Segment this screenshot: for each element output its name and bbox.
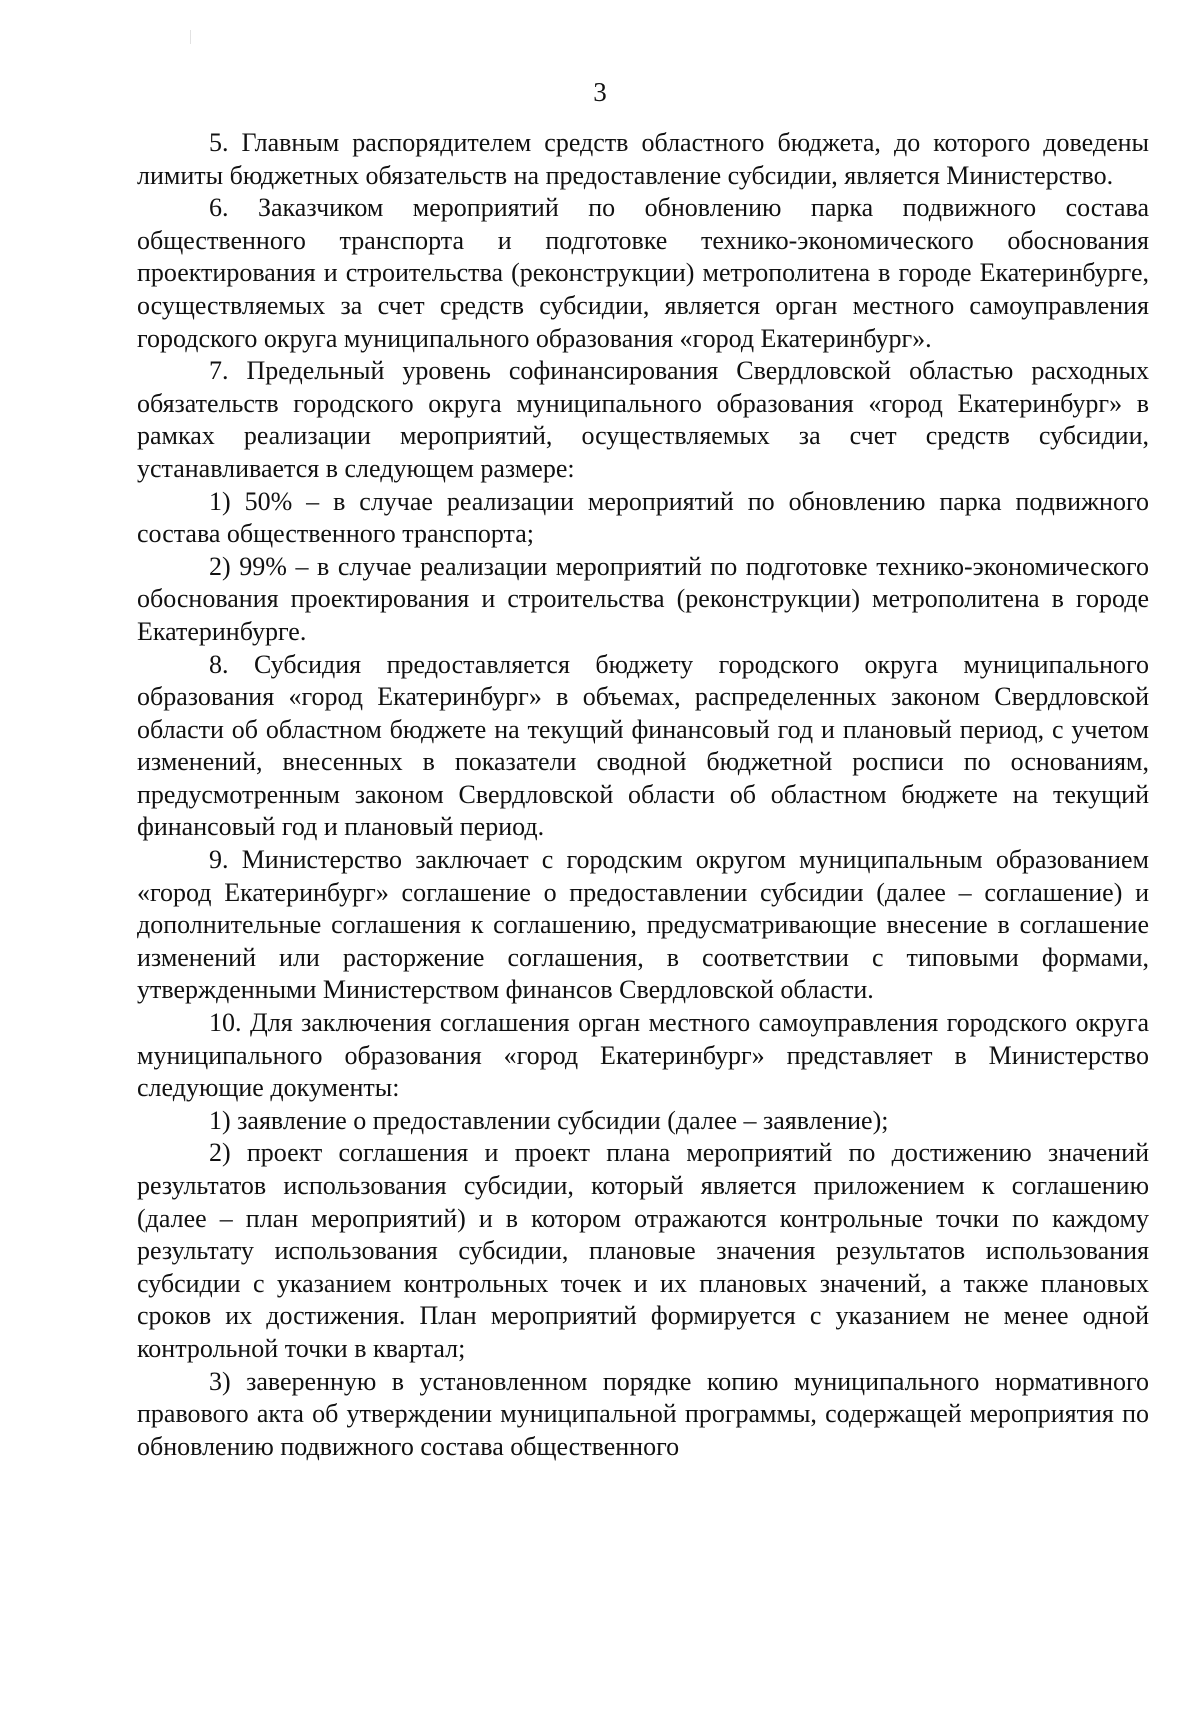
document-body — [137, 127, 1149, 1463]
paragraph-10-documents: 10. Для заключения соглашения орган местного самоуправления городского округа муниципального образования «город Екатеринбург» представляет в Министерство следующие документы: — [137, 1008, 1149, 1103]
paragraph-10-item-3: 3) заверенную в установленном порядке копию муниципального нормативного правового акта об утверждении муниципальной программы, содержащей мероприятия по обновлению подвижного состава общественного — [137, 1366, 1149, 1461]
scan-artifact-line — [190, 30, 191, 44]
paragraph-7-item-2: 2) 99% – в случае реализации мероприятий по подготовке технико-экономического обоснования проектирования и строительства (реконструкции) метрополитена в городе Екатеринбурге. — [137, 551, 1149, 646]
paragraph-10-item-1: 1) заявление о предоставлении субсидии (далее – заявление); — [209, 1105, 889, 1135]
paragraph-6-event-customer: 6. Заказчиком мероприятий по обновлению парка подвижного состава общественного транспорта и подготовке технико-экономического обоснования проектирования и строительства (реконструкции) метрополитена в городе Екатеринбурге, осуществляемых за счет средств субсидии, является орган местного самоуправления городского округа муниципального образования «город Екатеринбург». — [137, 193, 1149, 353]
paragraph-10-item-2: 2) проект соглашения и проект плана мероприятий по достижению значений результатов использования субсидии, который является приложением к соглашению (далее – план мероприятий) и в котором отражаются контрольные точки по каждому результату использования субсидии, плановые значения результатов использования субсидии с указанием контрольных точек и их плановых значений, а также плановых сроков их достижения. План мероприятий формируется с указанием не менее одной контрольной точки в квартал; — [137, 1138, 1149, 1363]
paragraph-8-subsidy-provision: 8. Субсидия предоставляется бюджету городского округа муниципального образования «город Екатеринбург» в объемах, распределенных законом Свердловской области об областном бюджете на текущий финансовый год и плановый период, с учетом изменений, внесенных в показатели сводной бюджетной росписи по основаниям, предусмотренным законом Свердловской области об областном бюджете на текущий финансовый год и плановый период. — [137, 649, 1149, 842]
paragraph-7-cofinancing-level: 7. Предельный уровень софинансирования Свердловской областью расходных обязательств городского округа муниципального образования «город Екатеринбург» в рамках реализации мероприятий, осуществляемых за счет средств субсидии, устанавливается в следующем размере: — [137, 356, 1149, 483]
paragraph-5-main-budget-administrator: 5. Главным распорядителем средств областного бюджета, до которого доведены лимиты бюджетных обязательств на предоставление субсидии, является Министерство. — [137, 128, 1149, 190]
page-number: 3 — [593, 77, 607, 107]
paragraph-9-agreement: 9. Министерство заключает с городским округом муниципальным образованием «город Екатеринбург» соглашение о предоставлении субсидии (далее – соглашение) и дополнительные соглашения к соглашению, предусматривающие внесение в соглашение изменений или расторжение соглашения, в соответствии с типовыми формами, утвержденными Министерством финансов Свердловской области. — [137, 845, 1149, 1005]
paragraph-7-item-1: 1) 50% – в случае реализации мероприятий по обновлению парка подвижного состава общественного транспорта; — [137, 486, 1149, 549]
